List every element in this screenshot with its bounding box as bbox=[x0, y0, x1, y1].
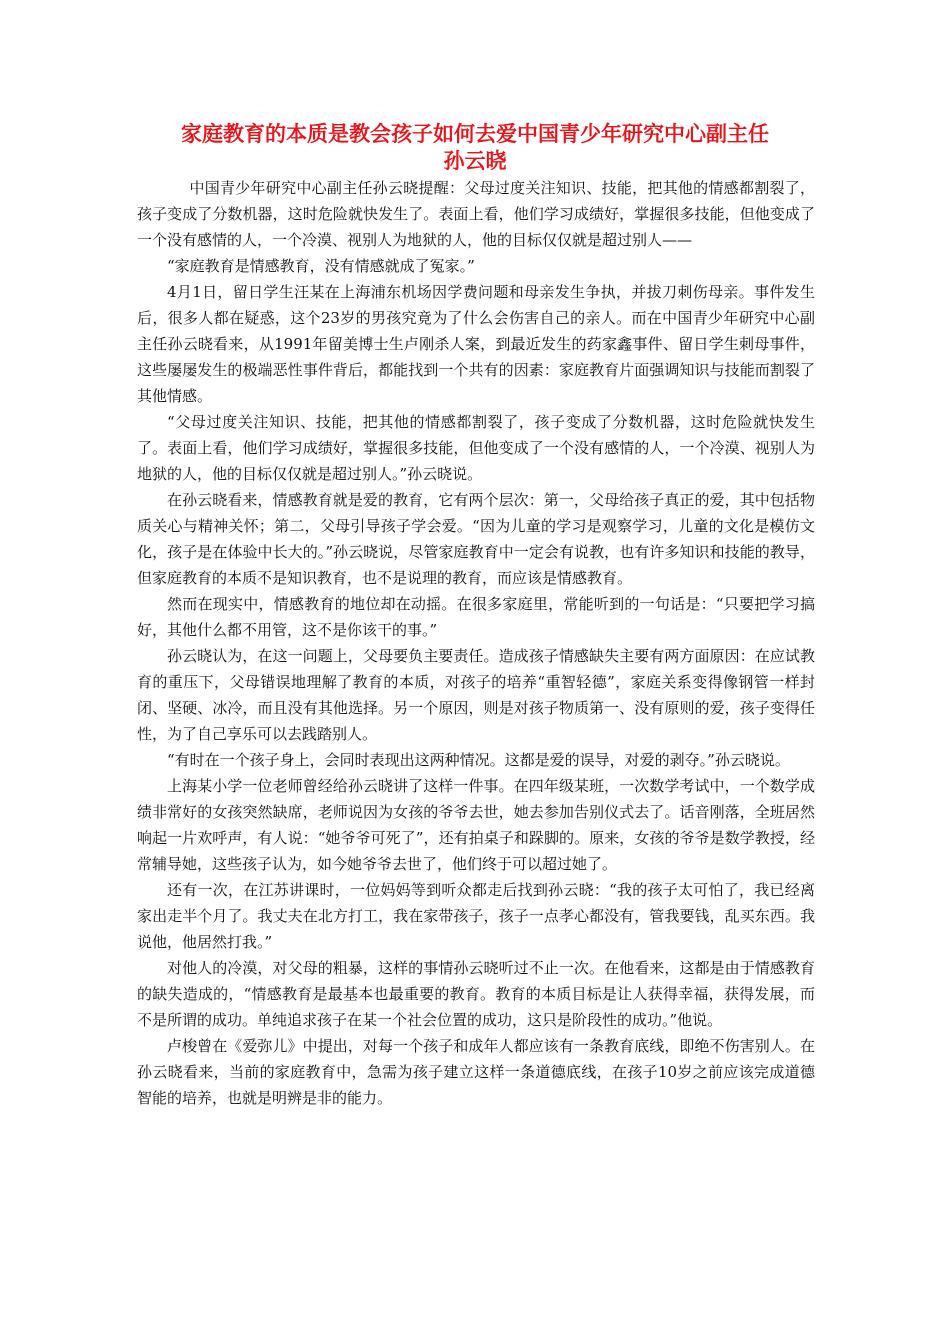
paragraph: 4月1日，留日学生汪某在上海浦东机场因学费问题和母亲发生争执，并拔刀刺伤母亲。事件发生后，很多人都在疑惑，这个23岁的男孩究竟为了什么会伤害自己的亲人。而在中国青少年研究中心副主任孙云晓看来，从1991年留美博士生卢刚杀人案，到最近发生的药家鑫事件、留日学生刺母事件，这些屡屡发生的极端恶性事件背后，都能找到一个共有的因素：家庭教育片面强调知识与技能而割裂了其他情感。 bbox=[137, 283, 815, 405]
title-line-2: 孙云晓 bbox=[443, 148, 507, 173]
paragraph: “有时在一个孩子身上，会同时表现出这两种情况。这都是爱的误导，对爱的剥夺。”孙云晓说。 bbox=[167, 751, 790, 769]
paragraph: “父母过度关注知识、技能，把其他的情感都割裂了，孩子变成了分数机器，这时危险就快发生了。表面上看，他们学习成绩好，掌握很多技能，但他变成了一个没有感情的人，一个冷漠、视别人为地狱的人，他的目标仅仅就是超过别人。”孙云晓说。 bbox=[137, 413, 815, 483]
paragraph: 在孙云晓看来，情感教育就是爱的教育，它有两个层次：第一，父母给孩子真正的爱，其中包括物质关心与精神关怀；第二，父母引导孩子学会爱。“因为儿童的学习是观察学习，儿童的文化是模仿文化，孩子是在体验中长大的。”孙云晓说，尽管家庭教育中一定会有说教，也有许多知识和技能的教导，但家庭教育的本质不是知识教育，也不是说理的教育，而应该是情感教育。 bbox=[137, 491, 815, 587]
paragraph: 卢梭曾在《爱弥儿》中提出，对每一个孩子和成年人都应该有一条教育底线，即绝不伤害别人。在孙云晓看来，当前的家庭教育中，急需为孩子建立这样一条道德底线，在孩子10岁之前应该完成道德智能的培养，也就是明辨是非的能力。 bbox=[137, 1037, 815, 1107]
article-body bbox=[137, 175, 815, 1111]
document-title bbox=[120, 120, 830, 174]
paragraph: 上海某小学一位老师曾经给孙云晓讲了这样一件事。在四年级某班，一次数学考试中，一个数学成绩非常好的女孩突然缺席，老师说因为女孩的爷爷去世，她去参加告别仪式去了。话音刚落，全班居然响起一片欢呼声，有人说：“她爷爷可死了”，还有拍桌子和跺脚的。原来，女孩的爷爷是数学教授，经常辅导她，这些孩子认为，如今她爷爷去世了，他们终于可以超过她了。 bbox=[137, 777, 815, 873]
paragraph: 孙云晓认为，在这一问题上，父母要负主要责任。造成孩子情感缺失主要有两方面原因：在应试教育的重压下，父母错误地理解了教育的本质，对孩子的培养“重智轻德”，家庭关系变得像钢管一样封闭、坚硬、冰冷，而且没有其他选择。另一个原因，则是对孩子物质第一、没有原则的爱，孩子变得任性，为了自己享乐可以去践踏别人。 bbox=[137, 647, 815, 743]
paragraph: 对他人的冷漠，对父母的粗暴，这样的事情孙云晓听过不止一次。在他看来，这都是由于情感教育的缺失造成的，“情感教育是最基本也最重要的教育。教育的本质目标是让人获得幸福，获得发展，而不是所谓的成功。单纯追求孩子在某一个社会位置的成功，这只是阶段性的成功。”他说。 bbox=[137, 959, 815, 1029]
paragraph-summary: 中国青少年研究中心副主任孙云晓提醒：父母过度关注知识、技能，把其他的情感都割裂了，孩子变成了分数机器，这时危险就快发生了。表面上看，他们学习成绩好，掌握很多技能，但他变成了一个没有感情的人，一个冷漠、视别人为地狱的人，他的目标仅仅就是超过别人—— bbox=[137, 179, 815, 249]
paragraph: 然而在现实中，情感教育的地位却在动摇。在很多家庭里，常能听到的一句话是：“只要把学习搞好，其他什么都不用管，这不是你该干的事。” bbox=[137, 595, 815, 639]
title-line-1: 家庭教育的本质是教会孩子如何去爱中国青少年研究中心副主任 bbox=[181, 121, 769, 146]
paragraph: 还有一次，在江苏讲课时，一位妈妈等到听众都走后找到孙云晓：“我的孩子太可怕了，我已经离家出走半个月了。我丈夫在北方打工，我在家带孩子，孩子一点孝心都没有，管我要钱，乱买东西。我说他，他居然打我。” bbox=[137, 881, 815, 951]
paragraph-quote: “家庭教育是情感教育，没有情感就成了冤家。” bbox=[167, 257, 475, 275]
